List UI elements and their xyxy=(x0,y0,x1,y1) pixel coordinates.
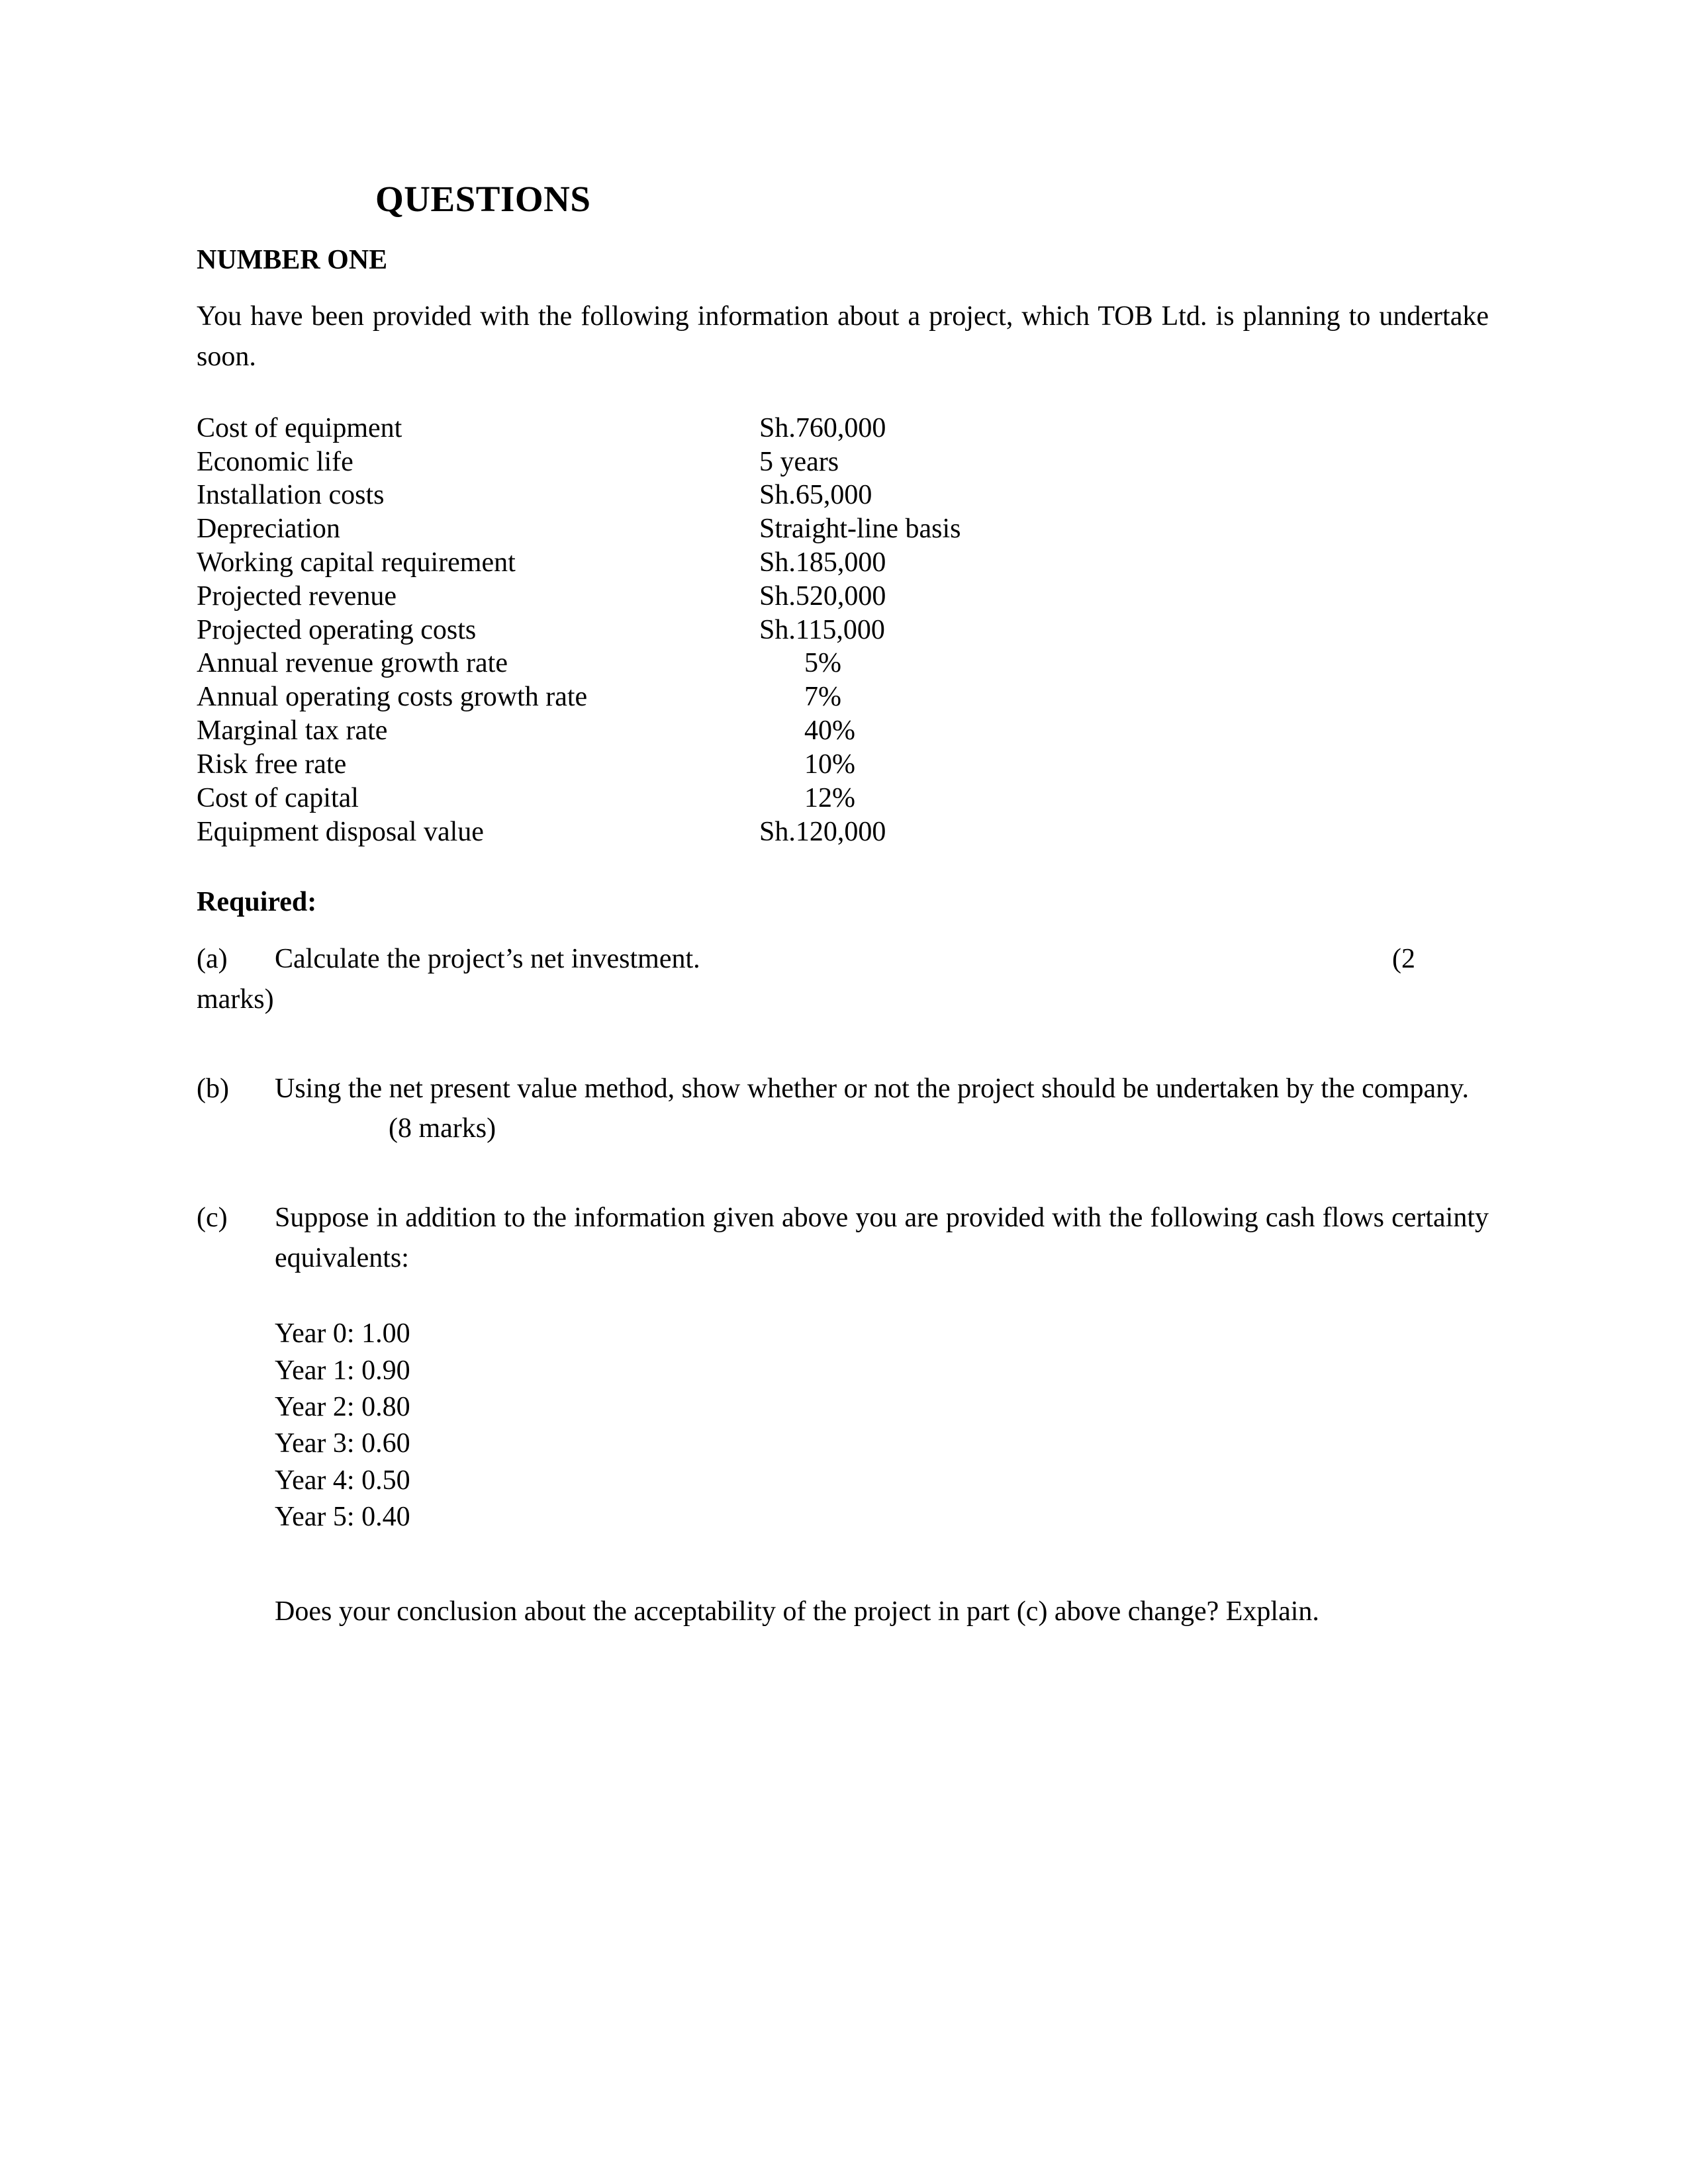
part-a-marks-head: (2 xyxy=(1392,943,1415,974)
table-row xyxy=(197,748,1123,782)
section-heading-number-one: NUMBER ONE xyxy=(197,244,388,275)
table-row xyxy=(197,580,1123,614)
spec-label: Annual operating costs growth rate xyxy=(197,682,588,713)
spec-value: 5 years xyxy=(759,446,839,477)
closing-paragraph: Does your conclusion about the acceptability of the project in part (c) above change? Explain. xyxy=(275,1596,1319,1627)
part-c-text: Suppose in addition to the information given above you are provided with the following cash flows certainty equivalents: xyxy=(275,1203,1489,1274)
project-specification-table xyxy=(197,412,1123,849)
spec-value: 7% xyxy=(804,682,842,713)
spec-label: Projected revenue xyxy=(197,580,397,612)
part-b-marks: (8 marks) xyxy=(389,1113,496,1144)
spec-label: Risk free rate xyxy=(197,749,347,780)
spec-table-body xyxy=(197,412,1123,849)
question-part-b xyxy=(197,1069,1489,1150)
spec-label: Economic life xyxy=(197,446,353,477)
page-title: QUESTIONS xyxy=(375,179,591,219)
spec-value: Sh.185,000 xyxy=(759,547,886,578)
part-c-label: (c) xyxy=(197,1203,228,1234)
question-part-a xyxy=(197,939,1489,1020)
intro-paragraph: You have been provided with the following information about a project, which TOB Ltd. is planning to undertake soon. xyxy=(197,300,1489,372)
spec-label: Marginal tax rate xyxy=(197,715,388,747)
list-item: Year 5: 0.40 xyxy=(275,1502,410,1533)
spec-label: Working capital requirement xyxy=(197,547,516,578)
part-a-marks-tail: marks) xyxy=(197,983,274,1015)
spec-value: 10% xyxy=(804,749,856,780)
list-item: Year 0: 1.00 xyxy=(275,1318,410,1349)
table-row xyxy=(197,546,1123,580)
part-b-label: (b) xyxy=(197,1073,229,1104)
part-a-label: (a) xyxy=(197,943,228,974)
table-row xyxy=(197,512,1123,546)
table-row xyxy=(197,445,1123,479)
table-row xyxy=(197,680,1123,714)
spec-value: Sh.65,000 xyxy=(759,480,872,511)
table-row xyxy=(197,614,1123,647)
spec-value: Sh.520,000 xyxy=(759,580,886,612)
spec-value: 40% xyxy=(804,715,856,747)
spec-label: Annual revenue growth rate xyxy=(197,648,508,679)
spec-label: Installation costs xyxy=(197,480,385,511)
certainty-equivalents-list xyxy=(275,1316,1489,1536)
list-item: Year 1: 0.90 xyxy=(275,1355,410,1386)
table-row xyxy=(197,782,1123,815)
list-item: Year 4: 0.50 xyxy=(275,1465,410,1496)
table-row xyxy=(197,714,1123,748)
required-heading: Required: xyxy=(197,887,317,918)
table-row xyxy=(197,478,1123,512)
list-item: Year 3: 0.60 xyxy=(275,1428,410,1459)
spec-label: Depreciation xyxy=(197,514,340,545)
part-c-hang xyxy=(197,1198,1489,1279)
spec-value: Straight-line basis xyxy=(759,514,961,545)
spec-label: Projected operating costs xyxy=(197,614,477,645)
spec-value: 5% xyxy=(804,648,842,679)
document-content xyxy=(197,179,1489,1632)
part-b-hang xyxy=(197,1069,1489,1109)
part-b-text: Using the net present value method, show whether or not the project should be undertaken by the company. xyxy=(275,1073,1469,1104)
part-a-first-line xyxy=(197,939,1489,979)
list-item: Year 2: 0.80 xyxy=(275,1391,410,1422)
spec-value: Sh.120,000 xyxy=(759,816,886,847)
spec-value: 12% xyxy=(804,782,856,813)
spec-label: Cost of capital xyxy=(197,782,359,813)
part-a-text: Calculate the project’s net investment. xyxy=(275,943,700,974)
table-row xyxy=(197,815,1123,849)
table-row xyxy=(197,412,1123,445)
spec-label: Cost of equipment xyxy=(197,412,402,443)
question-part-c xyxy=(197,1198,1489,1535)
spec-label: Equipment disposal value xyxy=(197,816,484,847)
table-row xyxy=(197,647,1123,680)
spec-value: Sh.115,000 xyxy=(759,614,885,645)
spec-value: Sh.760,000 xyxy=(759,412,886,443)
